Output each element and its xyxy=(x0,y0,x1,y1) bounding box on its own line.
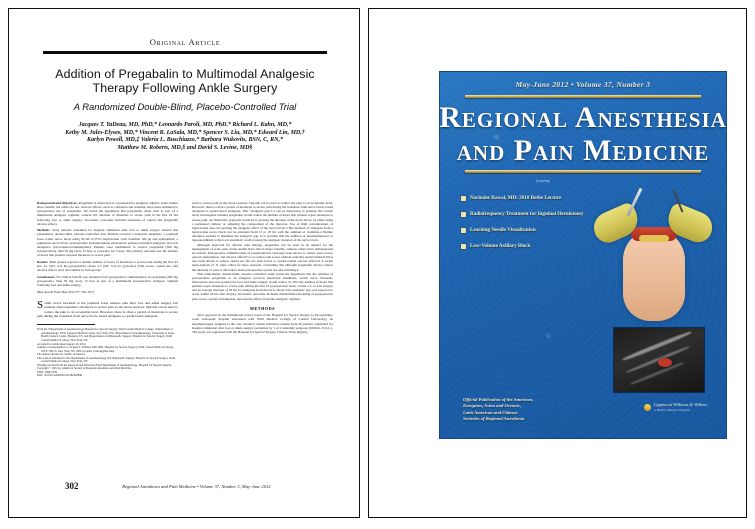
footnotes xyxy=(37,328,178,378)
body-paragraph: This randomized, double-blind, placebo-controlled study tested the hypothesis that the addition of perioperative pregabalin to an analgesic protocol (neuraxial anesthesia, sciatic nerve blockade, intravenous and oral opioids) for foot and ankle surgery would reduce by 30% the number of hours that patients report moderate to severe pain during the first 24 postoperative hours. Given a 3- to 4-hr surgery and an average duration of 18 hrs for analgesia from the nerve block,3 the analgesic gap was expected to occur within 24 hrs after surgery. Secondary outcomes included misidentified modeling of postoperative pain scores, opioid consumption, and adverse effects from the analgesic regimen. xyxy=(192,271,333,301)
footnote-rule xyxy=(37,324,95,325)
journal-footer-line: Regional Anesthesia and Pain Medicine • Volume 37, Number 3, May-June 2012 xyxy=(122,484,271,489)
cover-gold-rule-top xyxy=(465,95,701,98)
abstract-head: Results: xyxy=(37,259,49,264)
author-line: Karlyn Powell, MD,‡ Valeria L. Buschiazzo,* Barbara Wukovits, BSN, C, RN,* xyxy=(87,137,283,144)
body-paragraph: erate to severe pain as the block resolves. Opioids can be used to reduce the pain to an acceptable level. However, there is often a period of moderate to severe pain during the transition from nerve block–based analgesia to opioid-based analgesia. This “analgesic gap”1,2 can be distressing to patients; the current study investigated whether pregabalin would reduce the number of hours that patients report moderate to severe pain. An alternative approach would be to prolong the duration of the nerve block, by either using a perineural catheter or adjusting the composition of the injectate. Use of high concentrations of bupivacaine does not prolong the analgesic effect of the nerve block.3 The duration of analgesia from a bupivacaine nerve block can be extended from 13 to 18 hrs with the addition of clonidine.4 Neither alteration seemed to eliminate the analgesic gap. It is possible that the addition of dexamethasone5 or buprenorphine6 to the local anesthetic could prolong the analgesic duration of the nerve block. xyxy=(192,201,333,243)
header-rule xyxy=(43,51,327,54)
drop-cap: S xyxy=(37,298,44,311)
incision-highlight xyxy=(639,235,669,242)
publisher-logo-subtext: a Wolters Kluwer business xyxy=(653,407,690,412)
footnote-item: The authors declare no conflict of interest. xyxy=(37,352,86,357)
footnote-issn: ISSN: 1098-7339 xyxy=(37,369,57,374)
cover-highlight-text: Learning Needle Visualization xyxy=(470,226,536,233)
abstract-block xyxy=(37,201,178,226)
cover-title xyxy=(439,101,727,167)
publisher-logo-text xyxy=(654,402,707,413)
footnote-item: Address correspondence to: Jacques T. YaDeau, MD, PhD, Hospital for Special Surgery, Weill Cornell Medical College, 535 E 70th St, New York, NY 10021 (e-mail: yadeauj@hss.edu). xyxy=(37,345,174,353)
cover-title-line-2: and Pain Medicine xyxy=(456,134,710,167)
article-citation: (Reg Anesth Pain Med 2012;37: 302–307) xyxy=(37,289,94,294)
journal-cover-panel xyxy=(368,8,747,518)
publisher-logo xyxy=(644,402,707,413)
cover-highlight-text: Radiofrequency Treatment for Inguinal Herniotomy xyxy=(470,210,584,217)
cover-artwork xyxy=(589,183,721,395)
abstract-block xyxy=(37,260,178,272)
abstract-head: Methods: xyxy=(37,228,51,233)
abstract-block xyxy=(37,228,178,257)
cover-highlight-text: Low-Volume Axillary Block xyxy=(470,242,531,249)
publisher-line: Societies of Regional Anesthesia xyxy=(463,415,525,421)
page-subtitle: A Randomized Double-Blind, Placebo-Controlled Trial xyxy=(73,101,297,112)
anatomy-illustration xyxy=(623,229,685,321)
footnote-doi: DOI: 10.1097/AAP.0b013e31824e6846 xyxy=(37,373,83,378)
article-page-panel xyxy=(8,8,360,518)
body-paragraph: Although approved for chronic pain therapy, pregabalin can be used as an adjunct for the management of acute pain. Some studies have shown major benefits, whereas others have demonstrated no benefit. Perioperative administration of pregabalin has variously been shown to reduce pain scores, opioid consumption, and adverse effects7 or to reduce pain scores without reducing opioid intake.8 It has also been shown to reduce opioid use but not pain scores or opioid-related adverse effects.9 A recent meta-analysis of 11 trials called for more research, concluding that although pregabalin did not reduce the intensity of pain, it did reduce both postoperative opioid use and vomiting.9 xyxy=(192,242,333,272)
abstract-body: No clinical benefit was obtained from perioperative administration of pregabalin (300 mg preoperative, then 50 mg every 12 hrs) as part of a multimodal postoperative analgesic regimen following foot and ankle surgery. xyxy=(37,274,178,287)
abstract-body: Sixty patients scheduled for hospital admission after foot or ankle surgery entered this randomized, double-blind, placebo-controlled trial. Patients received a neuraxial anesthetic, a popliteal fossa sciatic nerve block using 30 mL 0.375% bupivacaine with clonidine 100 μg and epinephrine, a saphenous nerve block, postoperative hydromorphone intravenous patient-controlled analgesia, and oral analgesics (oxycodone/acetaminophen). Patients were randomized to receive pregabalin (300 mg preoperatively, then 50 mg every 12 hrs) or a placebo for 3 days. The primary outcome was the number of hours that patients reported moderate to severe pain. xyxy=(37,228,178,258)
bullet-square-icon xyxy=(461,244,466,249)
author-line: Jacques T. YaDeau, MD, PhD,* Leonardo Paroli, MD, PhD,* Richard L. Kahn, MD,* xyxy=(78,122,292,128)
page-title xyxy=(47,67,323,95)
abstract-head: Background and Objectives: xyxy=(37,201,78,205)
publisher-logo-icon xyxy=(644,404,651,411)
abstract-body: Both groups reported a similar number of hours of moderate to severe pain during the first 24 hrs: 4.1 (SD, 4.1) hrs (pregabalin) versus 4.5 (SD, 3.5) hrs (placebo). Pain scores, opioid use, and adverse effects were also similar in both groups. xyxy=(37,259,178,273)
footnote-item: Funding received from the Research and Education Fund Department of Anesthesiology, Hospital for Special Surgery. xyxy=(37,362,172,367)
publisher-line: Official Publication of the American, xyxy=(463,397,534,403)
publisher-line: European, Asian and Oceanic, xyxy=(463,403,522,409)
journal-cover-image xyxy=(439,71,727,439)
author-line: Kethy M. Jules-Elysee, MD,* Vincent R. LaSala, MD,* Spencer S. Liu, MD,* Edward Lin, MD,† xyxy=(65,129,305,136)
kicker-original-article: Original Article xyxy=(149,37,221,47)
bullet-square-icon xyxy=(461,196,466,201)
cover-featuring-label: featuring xyxy=(536,179,550,183)
abstract-block xyxy=(37,275,178,287)
page-footer xyxy=(65,479,313,491)
cover-title-line-1: Regional Anesthesia xyxy=(439,101,727,134)
cover-highlight-text: Narinder Rawal, MD: 2010 Bethe Lecture xyxy=(470,195,562,201)
footnote-item: Copyright © 2012 by American Society of Regional Anesthesia and Pain Medicine xyxy=(37,366,132,371)
two-column-body xyxy=(37,201,333,501)
publisher-line: Latin American and Chinese xyxy=(463,409,518,415)
body-text xyxy=(192,201,333,334)
page-number: 302 xyxy=(65,481,79,491)
cover-issue-line: May-June 2012 • Volume 37, Number 3 xyxy=(515,80,651,89)
ultrasound-target-marker xyxy=(658,358,672,367)
author-list xyxy=(37,122,333,152)
article-page-content xyxy=(37,25,333,505)
abstract-body: Pregabalin is often used as a perioperative analgesic adjunct; some studies show benefit, but others do not. Adverse effects, such as confusion and sedation, have been attributed to perioperative use of pregabalin. We tested the hypothesis that pregabalin, when used as part of a multimodal analgesic regimen, reduces the duration of moderate to severe pain in the first 24 hrs following foot or ankle surgery. Secondary outcomes included measures of opioid and pregabalin adverse effects. xyxy=(37,201,179,226)
abstract xyxy=(37,201,178,294)
ultrasound-image xyxy=(613,327,705,393)
cover-publisher-lines xyxy=(463,397,623,422)
opening-paragraph xyxy=(37,298,178,319)
opening-paragraph-text: ciatic nerve blockade at the popliteal fossa reduces pain after foot and ankle surgery, but patients often experience moderate to severe pain as the block resolves. Opioids can be used to reduce the pain to an acceptable level. However, there is often a period of moderate to severe pain during the transition from nerve block–based analgesia to opioid-based analgesia. xyxy=(37,300,178,318)
title-line-2: Therapy Following Ankle Surgery xyxy=(92,80,278,95)
methods-paragraph: After approval by the institutional review board of the Hospital for Special Surgery (a 29-operating-room orthopedic hospital associated with Weill Medical College of Cornell University), an anesthesiologist assigned to the case obtained written informed consent from 60 patients scheduled for hospital admission after foot or ankle surgery performed by 1 of 2 attending surgeons (M.M.R., D.S.L.). The study was registered with the Hospital for Special Surgery Clinical Trials Registry xyxy=(192,313,333,334)
author-line: Matthew M. Roberts, MD,§ and David S. Levine, MD§ xyxy=(117,144,253,151)
cover-gold-rule-bottom xyxy=(465,170,701,173)
bullet-square-icon xyxy=(461,228,466,233)
bullet-square-icon xyxy=(461,212,466,217)
title-line-1: Addition of Pregabalin to Multimodal Analgesic xyxy=(55,66,315,81)
publisher-logo-name: Lippincott Williams & Wilkins xyxy=(653,402,707,408)
column-right xyxy=(192,201,333,334)
footnote-item: This work if attributed to the Departments of Anesthesiology and Orthopedic Surgery, Hospital for Special Surgery, Weill Cornell Medical College, New York, NY. xyxy=(37,355,176,364)
footnote-item: Accepted for publication January 20, 2012. xyxy=(37,341,87,346)
footnote-item: From the *Department of Anesthesiology Hospital for Special Surgery, Weill Cornell Medical College; †Department of Anesthesiology, NYU Langone Medical Center, New York, NY; ‡Department of Anesthesiology, University of Texas Health Science Center, Houston, TX; and §Department of Orthopaedic Surgery, Hospital for Special Surgery, Weill Cornell Medical College, New York, NY. xyxy=(37,327,175,342)
abstract-head: Conclusions: xyxy=(37,274,56,279)
column-left xyxy=(37,201,178,378)
section-heading-methods: METHODS xyxy=(250,305,275,311)
